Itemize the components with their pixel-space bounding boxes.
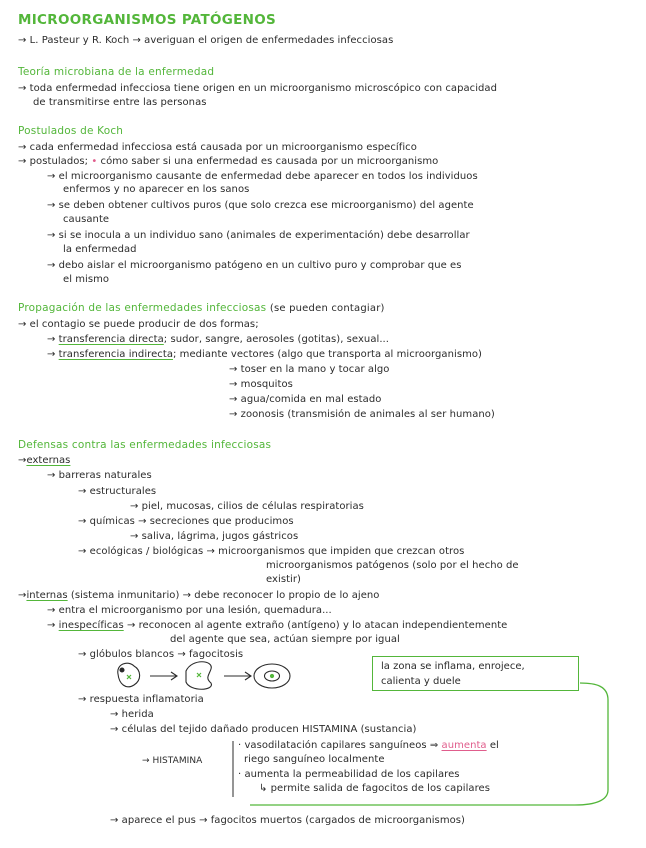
page-title-text: MICROORGANISMOS PATÓGENOS bbox=[18, 12, 277, 28]
direct-transfer-label: transferencia directa bbox=[58, 334, 164, 345]
external-arrow: → bbox=[18, 455, 27, 466]
arrow-2 bbox=[224, 672, 251, 680]
structural-barriers: → estructurales bbox=[78, 486, 157, 497]
callout-line-2: calienta y duele bbox=[381, 676, 461, 687]
damaged-cells-suffix: (sustancia) bbox=[360, 724, 417, 735]
propagation-line-1: → el contagio se puede producir de dos formas; bbox=[18, 319, 259, 330]
effect-1-highlight: aumenta bbox=[441, 740, 487, 751]
direct-arrow: → bbox=[47, 334, 56, 345]
nonspecific-line-2: del agente que sea, actúan siempre por igual bbox=[170, 634, 400, 645]
intro-arrow: → bbox=[18, 35, 27, 46]
chemical-detail: → saliva, lágrima, jugos gástricos bbox=[130, 531, 299, 542]
external-label: externas bbox=[26, 455, 71, 466]
vector-item-4: → zoonosis (transmisión de animales al ser humano) bbox=[229, 409, 495, 420]
histamine-effect-2: · aumenta la permeabilidad de los capilares bbox=[238, 769, 460, 780]
damaged-cells-line bbox=[110, 724, 417, 736]
callout-line-1: la zona se inflama, enrojece, bbox=[381, 661, 525, 672]
indirect-arrow: → bbox=[47, 349, 56, 360]
effect-1-prefix: · vasodilatación capilares sanguíneos ⇒ bbox=[238, 740, 439, 751]
koch-postulate-2b: causante bbox=[63, 214, 110, 225]
cell-1-nucleus bbox=[120, 668, 124, 672]
koch-line-2-prefix: → postulados; bbox=[18, 156, 89, 167]
nonspecific-label: inespecíficas bbox=[58, 620, 124, 631]
theory-line-1: → toda enfermedad infecciosa tiene origen en un microorganismo microscópico con capacidad bbox=[18, 83, 497, 94]
nonspecific-arrow: → bbox=[47, 620, 56, 631]
entry-line: → entra el microorganismo por una lesión, quemadura... bbox=[47, 605, 332, 616]
ecological-line-2: microorganismos patógenos (solo por el hecho de bbox=[266, 560, 519, 571]
inflammatory-response: → respuesta inflamatoria bbox=[78, 694, 204, 705]
structural-detail: → piel, mucosas, cilios de células respiratorias bbox=[130, 501, 364, 512]
koch-line-1: → cada enfermedad infecciosa está causada por un microorganismo específico bbox=[18, 142, 417, 153]
effect-1-suffix: el bbox=[489, 740, 499, 751]
vector-item-2: → mosquitos bbox=[229, 379, 293, 390]
cell-1 bbox=[118, 663, 140, 687]
inflammation-note-box bbox=[372, 656, 579, 691]
internal-arrow: → bbox=[18, 590, 27, 601]
propagation-heading: Propagación de las enfermedades infecciosas bbox=[18, 302, 267, 314]
koch-postulate-1b: enfermos y no aparecer en los sanos bbox=[63, 184, 250, 195]
koch-line-2-text: cómo saber si una enfermedad es causada por un microorganismo bbox=[100, 156, 439, 167]
natural-barriers: → barreras naturales bbox=[47, 470, 152, 481]
koch-postulate-4a: → debo aislar el microorganismo patógeno en un cultivo puro y comprobar que es bbox=[47, 260, 462, 271]
indirect-transfer-rest: ; mediante vectores (algo que transporta al microorganismo) bbox=[173, 349, 483, 360]
white-blood-cells-line: → glóbulos blancos → fagocitosis bbox=[78, 649, 244, 660]
koch-postulate-1a: → el microorganismo causante de enfermedad debe aparecer en todos los individuos bbox=[47, 171, 478, 182]
koch-postulate-3a: → si se inocula a un individuo sano (animales de experimentación) debe desarrollar bbox=[47, 230, 470, 241]
wound-line: → herida bbox=[110, 709, 154, 720]
histamine-word: HISTAMINA bbox=[302, 724, 358, 735]
damaged-cells-prefix: → células del tejido dañado producen bbox=[110, 724, 299, 735]
vector-item-3: → agua/comida en mal estado bbox=[229, 394, 382, 405]
vector-item-1: → toser en la mano y tocar algo bbox=[229, 364, 390, 375]
ecological-line-3: existir) bbox=[266, 574, 301, 585]
propagation-heading-note: (se pueden contagiar) bbox=[269, 303, 385, 314]
histamine-effect-3: ↳ permite salida de fagocitos de los capilares bbox=[259, 783, 490, 794]
pus-line: → aparece el pus → fagocitos muertos (cargados de microorganismos) bbox=[110, 815, 465, 826]
ecological-line-1: → ecológicas / biológicas → microorganismos que impiden que crezcan otros bbox=[78, 546, 465, 557]
internal-rest: (sistema inmunitario) → debe reconocer lo propio de lo ajeno bbox=[70, 590, 380, 601]
koch-postulate-2a: → se deben obtener cultivos puros (que solo crezca ese microorganismo) del agente bbox=[47, 200, 474, 211]
indirect-transfer-label: transferencia indirecta bbox=[58, 349, 174, 360]
histamine-label: → HISTAMINA bbox=[142, 756, 203, 766]
direct-transfer-rest: ; sudor, sangre, aerosoles (gotitas), sexual... bbox=[163, 334, 390, 345]
chemical-barriers: → químicas → secreciones que producimos bbox=[78, 516, 294, 527]
koch-postulate-3b: la enfermedad bbox=[63, 244, 137, 255]
koch-postulate-4b: el mismo bbox=[63, 274, 110, 285]
koch-heading: Postulados de Koch bbox=[18, 125, 124, 137]
nonspecific-rest: → reconocen al agente extraño (antígeno) y lo atacan independientemente bbox=[126, 620, 508, 631]
histamine-effect-1 bbox=[238, 740, 499, 752]
intro-text: L. Pasteur y R. Koch → averiguan el origen de enfermedades infecciosas bbox=[29, 35, 394, 46]
internal-label: internas bbox=[26, 590, 68, 601]
pink-bullet: • bbox=[91, 156, 98, 167]
histamine-effect-1b: riego sanguíneo localmente bbox=[244, 754, 385, 765]
defenses-heading: Defensas contra las enfermedades infecciosas bbox=[18, 439, 272, 451]
arrow-1 bbox=[150, 672, 177, 680]
theory-heading: Teoría microbiana de la enfermedad bbox=[18, 66, 215, 78]
theory-line-2: de transmitirse entre las personas bbox=[33, 97, 207, 108]
